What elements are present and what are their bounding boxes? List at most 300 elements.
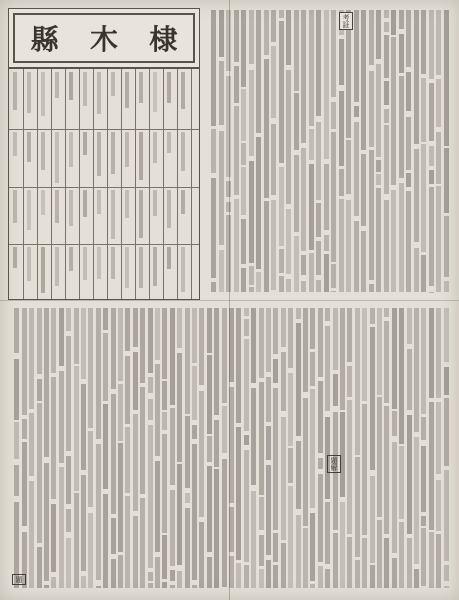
table-cell-text	[13, 72, 17, 110]
text-column-segment	[384, 22, 389, 32]
text-column-segment	[340, 502, 345, 588]
text-column-segment	[125, 356, 130, 424]
text-column-segment	[376, 174, 381, 185]
text-column-segment	[88, 308, 93, 428]
table-cell-text	[41, 247, 45, 293]
table-cell-text	[167, 190, 171, 228]
text-column-segment	[133, 352, 138, 410]
text-column-segment	[207, 466, 212, 553]
text-column-segment	[301, 255, 306, 275]
text-column-segment	[211, 129, 216, 173]
text-column-segment	[414, 437, 419, 564]
text-column-segment	[259, 535, 264, 566]
text-column-segment	[362, 404, 367, 535]
text-column-segment	[407, 308, 412, 344]
text-column-segment	[331, 10, 336, 97]
text-column-segment	[219, 250, 224, 292]
text-column-segment	[325, 308, 330, 321]
text-column-segment	[22, 419, 27, 439]
text-column-segment	[309, 10, 314, 126]
text-column-segment	[241, 89, 246, 141]
text-column-segment	[331, 102, 336, 128]
text-column-segment	[81, 384, 86, 469]
text-column-segment	[192, 425, 197, 439]
text-column-segment	[29, 413, 34, 477]
text-column-segment	[155, 308, 160, 360]
text-column-segment	[436, 10, 441, 75]
text-column-segment	[324, 164, 329, 230]
table-cell-text	[55, 190, 59, 223]
table-cell-text	[27, 247, 31, 281]
text-column-segment	[421, 255, 426, 292]
text-column-segment	[226, 10, 231, 71]
text-column-segment	[111, 559, 116, 588]
text-column-segment	[244, 319, 249, 336]
text-column-segment	[355, 560, 360, 588]
table-cell-text	[83, 247, 87, 280]
text-column-segment	[279, 21, 284, 163]
text-column-segment	[66, 456, 71, 504]
text-column-segment	[244, 308, 249, 316]
text-column-segment	[207, 436, 212, 461]
text-column-segment	[273, 533, 278, 562]
text-column-segment	[259, 308, 264, 378]
text-column-segment	[355, 457, 360, 557]
title-block	[8, 8, 200, 68]
text-column-segment	[266, 560, 271, 588]
text-column-segment	[207, 308, 212, 353]
text-column-segment	[406, 173, 411, 187]
text-column-segment	[214, 420, 219, 467]
text-column-segment	[273, 565, 278, 588]
text-column-segment	[259, 569, 264, 588]
text-column-segment	[170, 570, 175, 581]
text-column-segment	[399, 308, 404, 444]
text-column-segment	[249, 287, 254, 292]
table-cell-text	[69, 132, 73, 167]
text-column-segment	[162, 308, 167, 379]
text-column-segment	[214, 308, 219, 415]
text-column-segment	[281, 543, 286, 588]
text-column-segment	[362, 538, 367, 588]
text-column-segment	[14, 359, 19, 420]
text-column-segment	[296, 308, 301, 319]
text-column-segment	[236, 427, 241, 560]
text-column-segment	[333, 412, 338, 530]
text-column-segment	[81, 308, 86, 379]
text-column-segment	[256, 137, 261, 269]
text-column-segment	[333, 308, 338, 370]
text-column-segment	[361, 231, 366, 292]
text-column-segment	[384, 538, 389, 588]
text-column-segment	[162, 381, 167, 410]
text-column-segment	[339, 91, 344, 166]
text-column-segment	[370, 308, 375, 324]
table-cell-text	[69, 190, 73, 226]
table-cell-text	[97, 132, 101, 176]
text-column-segment	[324, 235, 329, 251]
text-column-segment	[294, 236, 299, 292]
text-column-segment	[370, 476, 375, 563]
table-cell-text	[153, 190, 157, 216]
text-column-segment	[199, 522, 204, 588]
table-cell-text	[153, 132, 157, 163]
text-column-segment	[148, 399, 153, 421]
text-column-segment	[249, 70, 254, 157]
text-column-segment	[406, 10, 411, 67]
text-column-segment	[361, 154, 366, 226]
table-cell-text	[55, 72, 59, 98]
text-column-segment	[249, 161, 254, 264]
text-column-segment	[414, 149, 419, 242]
text-column-segment	[429, 10, 434, 79]
text-column-segment	[384, 321, 389, 403]
text-column-segment	[429, 187, 434, 286]
table-cell-text	[55, 132, 59, 183]
text-column-segment	[273, 388, 278, 530]
text-column-segment	[236, 308, 241, 423]
text-column-segment	[436, 308, 441, 398]
table-cell-text	[41, 190, 45, 215]
text-column-segment	[249, 10, 254, 64]
text-column-segment	[111, 394, 116, 515]
text-column-segment	[377, 308, 382, 395]
text-column-segment	[133, 516, 138, 588]
table-cell-text	[83, 132, 87, 155]
text-column-segment	[66, 336, 71, 451]
text-column-segment	[177, 571, 182, 588]
title-char-3: 棣	[149, 23, 178, 56]
text-column-segment	[155, 557, 160, 588]
text-column-segment	[309, 253, 314, 292]
text-column-segment	[376, 160, 381, 172]
text-column-segment	[436, 186, 441, 292]
text-column-segment	[81, 475, 86, 571]
text-column-segment	[211, 282, 216, 292]
text-column-segment	[406, 117, 411, 170]
text-column-segment	[384, 35, 389, 78]
table-cell-text	[125, 247, 129, 288]
text-column-segment	[279, 167, 284, 246]
text-column-segment	[229, 507, 234, 553]
text-column-segment	[207, 355, 212, 434]
text-column-segment	[325, 502, 330, 564]
table-cell-text	[69, 72, 73, 100]
text-column-segment	[185, 508, 190, 588]
text-column-segment	[251, 308, 256, 383]
text-column-segment	[286, 70, 291, 204]
text-column-segment	[325, 569, 330, 588]
text-column-segment	[266, 426, 271, 460]
table-cell-text	[167, 132, 171, 153]
title-char-1: 縣	[30, 23, 59, 56]
text-column-segment	[118, 443, 123, 552]
text-column-segment	[226, 202, 231, 212]
text-column-segment	[211, 10, 216, 126]
text-column-segment	[234, 66, 239, 103]
text-column-segment	[310, 352, 315, 386]
text-column-segment	[236, 563, 241, 588]
text-column-segment	[436, 534, 441, 588]
text-column-segment	[234, 10, 239, 62]
text-column-segment	[74, 493, 79, 588]
text-column-segment	[59, 467, 64, 588]
text-column-segment	[421, 308, 426, 414]
text-column-segment	[384, 125, 389, 195]
text-column-segment	[140, 498, 145, 588]
text-column-segment	[226, 215, 231, 292]
text-column-segment	[125, 496, 130, 588]
text-column-segment	[170, 490, 175, 566]
table-cell-text	[181, 247, 185, 292]
text-column-segment	[355, 308, 360, 455]
text-column-segment	[133, 414, 138, 511]
text-column-segment	[421, 417, 426, 440]
text-column-segment	[399, 76, 404, 179]
text-column-segment	[170, 585, 175, 588]
text-column-segment	[310, 513, 315, 581]
text-column-segment	[318, 474, 323, 563]
text-column-segment	[234, 199, 239, 292]
text-column-segment	[59, 371, 64, 463]
table-cell-text	[125, 190, 129, 218]
text-column-segment	[318, 308, 323, 377]
text-column-segment	[414, 308, 419, 432]
text-column-segment	[392, 308, 397, 409]
text-column-segment	[369, 71, 374, 148]
text-column-segment	[251, 388, 256, 485]
text-column-segment	[234, 106, 239, 195]
text-column-segment	[51, 308, 56, 373]
text-column-segment	[29, 308, 34, 409]
text-column-segment	[271, 200, 276, 290]
text-column-segment	[264, 59, 269, 198]
table-cell-text	[83, 72, 87, 106]
text-column-segment	[244, 339, 249, 432]
table-cell-text	[153, 247, 157, 286]
text-column-segment	[271, 46, 276, 118]
text-column-segment	[214, 469, 219, 588]
text-column-segment	[140, 308, 145, 383]
text-column-segment	[96, 308, 101, 439]
text-column-segment	[286, 209, 291, 273]
table-cell-text	[139, 132, 143, 180]
text-column-segment	[294, 93, 299, 150]
table-cell-text	[55, 247, 59, 286]
text-column-segment	[148, 308, 153, 373]
text-column-segment	[148, 572, 153, 581]
text-column-segment	[318, 458, 323, 469]
text-column-segment	[376, 64, 381, 157]
text-column-segment	[279, 249, 284, 272]
text-column-segment	[429, 308, 434, 398]
text-column-segment	[384, 308, 389, 317]
lower-article-body	[8, 306, 451, 592]
text-column-segment	[155, 364, 160, 456]
text-column-segment	[155, 461, 160, 552]
text-column-segment	[414, 248, 419, 292]
text-column-segment	[281, 308, 286, 347]
text-column-segment	[421, 446, 426, 512]
text-column-segment	[391, 10, 396, 35]
table-cell-text	[167, 72, 171, 103]
text-column-segment	[59, 308, 64, 366]
text-column-segment	[177, 308, 182, 348]
text-column-segment	[331, 264, 336, 288]
text-column-segment	[309, 129, 314, 160]
text-column-segment	[244, 565, 249, 588]
text-column-segment	[219, 10, 224, 57]
text-column-segment	[288, 373, 293, 446]
text-column-segment	[229, 308, 234, 382]
text-column-segment	[140, 387, 145, 494]
table-cell-text	[139, 190, 143, 238]
text-column-segment	[273, 308, 278, 354]
text-column-segment	[399, 522, 404, 588]
text-column-segment	[162, 412, 167, 430]
text-column-segment	[177, 464, 182, 565]
table-cell-text	[27, 190, 31, 230]
text-column-segment	[229, 387, 234, 503]
text-column-segment	[192, 366, 197, 420]
table-cell-text	[139, 247, 143, 288]
text-column-segment	[244, 450, 249, 562]
text-column-segment	[444, 367, 449, 394]
table-cell-text	[181, 132, 185, 171]
text-column-segment	[370, 565, 375, 588]
table-cell-text	[111, 247, 115, 279]
text-column-segment	[294, 155, 299, 232]
text-column-segment	[377, 520, 382, 588]
table-cell-text	[97, 72, 101, 114]
text-column-segment	[436, 79, 441, 127]
text-column-segment	[444, 216, 449, 277]
text-column-segment	[339, 199, 344, 292]
text-column-segment	[429, 532, 434, 588]
text-column-segment	[51, 504, 56, 572]
text-column-segment	[226, 76, 231, 177]
text-column-segment	[316, 203, 321, 237]
text-column-segment	[303, 528, 308, 588]
text-column-segment	[406, 191, 411, 292]
text-column-segment	[309, 164, 314, 250]
text-column-segment	[281, 352, 286, 411]
table-cell-text	[83, 190, 87, 217]
text-column-segment	[219, 61, 224, 126]
table-cell-text	[111, 190, 115, 239]
text-column-segment	[414, 569, 419, 588]
text-column-segment	[421, 10, 426, 74]
text-column-segment	[407, 349, 412, 411]
table-cell-text	[13, 132, 17, 156]
upper-section-heading: 考証	[339, 12, 353, 30]
table-cell-text	[181, 72, 185, 109]
text-column-segment	[271, 124, 276, 195]
text-column-segment	[226, 181, 231, 197]
text-column-segment	[333, 374, 338, 406]
text-column-segment	[407, 538, 412, 588]
text-column-segment	[362, 308, 367, 401]
text-column-segment	[211, 178, 216, 278]
text-column-segment	[148, 425, 153, 568]
text-column-segment	[286, 10, 291, 65]
text-column-segment	[241, 143, 246, 165]
text-column-segment	[310, 308, 315, 349]
text-column-segment	[392, 411, 397, 436]
text-column-segment	[170, 308, 175, 405]
text-column-segment	[331, 132, 336, 262]
text-column-segment	[316, 122, 321, 200]
text-column-segment	[264, 201, 269, 292]
text-column-segment	[266, 377, 271, 422]
table-cell-text	[69, 247, 73, 271]
text-column-segment	[229, 556, 234, 588]
text-column-segment	[273, 359, 278, 384]
text-column-segment	[316, 10, 321, 116]
table-cell-text	[167, 247, 171, 269]
text-column-segment	[346, 140, 351, 194]
text-column-segment	[421, 528, 426, 586]
text-column-segment	[37, 308, 42, 374]
table-cell-text	[41, 132, 45, 170]
text-column-segment	[429, 83, 434, 142]
text-column-segment	[81, 576, 86, 588]
text-column-segment	[444, 10, 449, 146]
text-column-segment	[185, 493, 190, 503]
text-column-segment	[241, 268, 246, 292]
text-column-segment	[444, 308, 449, 362]
text-column-segment	[310, 584, 315, 588]
horizontal-fold-line	[0, 300, 459, 301]
text-column-segment	[310, 389, 315, 508]
text-column-segment	[259, 497, 264, 530]
text-column-segment	[51, 577, 56, 588]
text-column-segment	[222, 459, 227, 586]
table-cell-text	[97, 190, 101, 214]
text-column-segment	[369, 284, 374, 292]
text-column-segment	[133, 308, 138, 347]
text-column-segment	[436, 480, 441, 531]
text-column-segment	[259, 382, 264, 495]
text-column-segment	[444, 281, 449, 292]
text-column-segment	[391, 37, 396, 185]
text-column-segment	[279, 10, 284, 18]
text-column-segment	[301, 10, 306, 143]
text-column-segment	[286, 279, 291, 292]
text-column-segment	[303, 398, 308, 526]
text-column-segment	[339, 39, 344, 85]
text-column-segment	[421, 516, 426, 526]
text-column-segment	[22, 308, 27, 415]
table-cell-text	[27, 72, 31, 113]
text-column-segment	[301, 281, 306, 292]
text-column-segment	[354, 122, 359, 217]
text-column-segment	[347, 537, 352, 588]
text-column-segment	[44, 308, 49, 457]
text-column-segment	[436, 132, 441, 183]
text-column-segment	[325, 326, 330, 411]
text-column-segment	[199, 308, 204, 385]
text-column-segment	[66, 538, 71, 588]
text-column-segment	[192, 585, 197, 588]
text-column-segment	[170, 408, 175, 484]
text-column-segment	[74, 308, 79, 364]
text-column-segment	[333, 533, 338, 588]
text-column-segment	[103, 494, 108, 588]
text-column-segment	[331, 291, 336, 292]
text-column-segment	[436, 402, 441, 474]
text-column-segment	[296, 515, 301, 588]
